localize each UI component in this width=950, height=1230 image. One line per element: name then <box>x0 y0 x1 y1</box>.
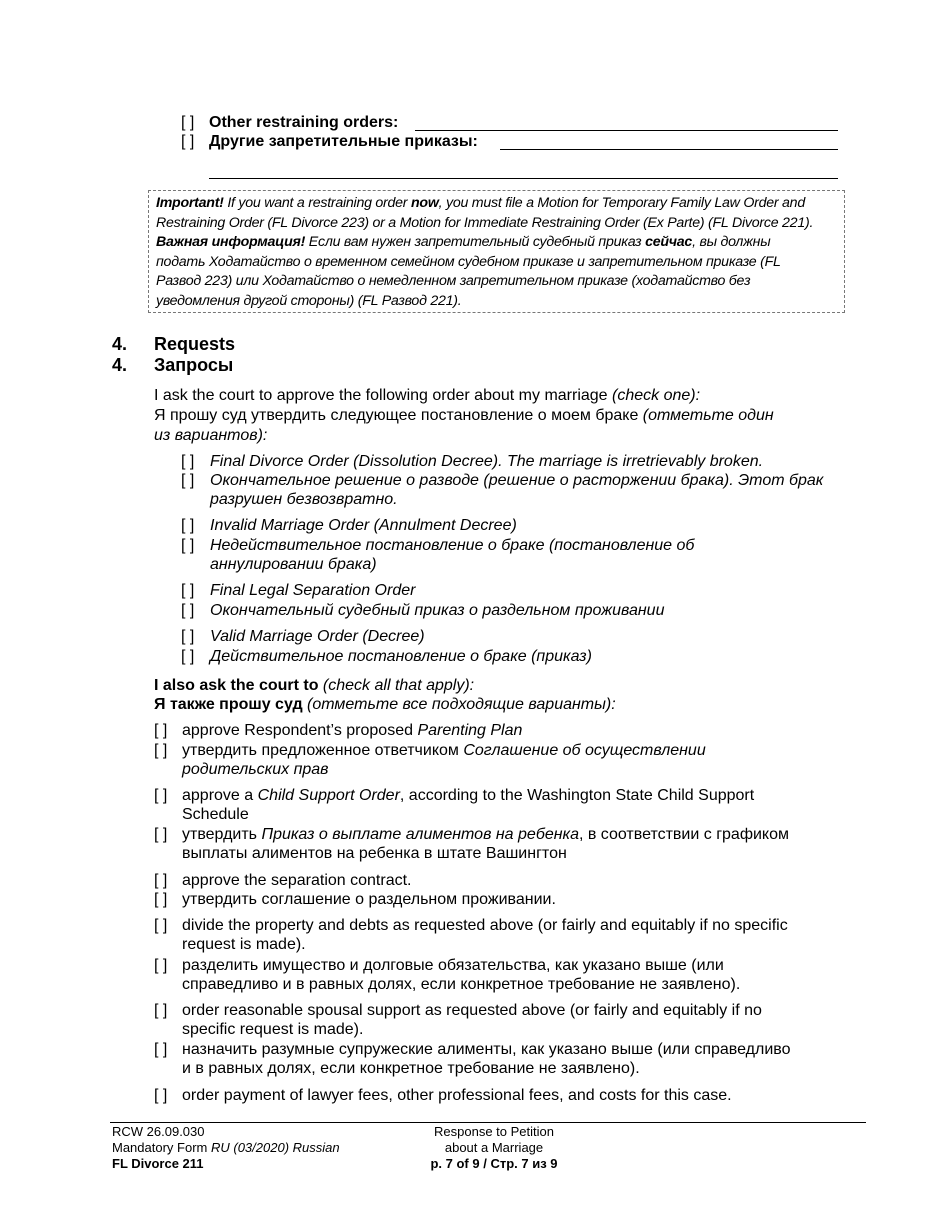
intro-text: I ask the court to approve the following order about my marriage (check one): <box>154 387 701 404</box>
request-divide-property-ru: разделить имущество и долговые обязательства, как указано выше (или <box>182 957 724 974</box>
footer-title-line1: Response to Petition <box>434 1124 554 1139</box>
request-separation-contract-ru: утвердить соглашение о раздельном проживании. <box>182 891 556 908</box>
request-divide-property-cont: request is made). <box>182 936 306 953</box>
notice-text: подать Ходатайство о временном семейном судебном приказе и запретительном приказе (FL <box>156 253 781 270</box>
checkbox-child-support[interactable]: [ ] <box>154 787 168 804</box>
option-invalid-marriage-ru: Недействительное постановление о браке (постановление об <box>210 537 695 554</box>
notice-now-ru: сейчас <box>645 234 693 251</box>
request-parenting-plan-ru: утвердить предложенное ответчиком Соглашение об осуществлении <box>182 742 706 759</box>
request-parenting-plan-ru-cont: родительских прав <box>182 761 329 778</box>
request-divide-property: divide the property and debts as requested above (or fairly and equitably if no specific <box>182 917 788 934</box>
checkbox-divide-property-ru[interactable]: [ ] <box>154 957 168 974</box>
checkbox-other-restraining[interactable]: [ ] <box>181 114 195 131</box>
option-final-divorce-ru: Окончательное решение о разводе (решение о расторжении брака). Этот брак <box>210 472 824 489</box>
checkbox-invalid-marriage[interactable]: [ ] <box>181 517 195 534</box>
checkbox-lawyer-fees[interactable]: [ ] <box>154 1087 168 1104</box>
checkbox-valid-marriage[interactable]: [ ] <box>181 628 195 645</box>
footer-form-id: FL Divorce 211 <box>112 1156 204 1171</box>
section-number: 4. <box>112 334 128 354</box>
option-invalid-marriage: Invalid Marriage Order (Annulment Decree) <box>210 517 517 534</box>
notice-text: Развод 223) или Ходатайство о немедленном запретительном приказе (ходатайство без <box>156 273 751 290</box>
section-title-ru: Запросы <box>154 355 234 375</box>
checkbox-parenting-plan[interactable]: [ ] <box>154 722 168 739</box>
other-restraining-blank-ru[interactable] <box>500 149 838 150</box>
request-child-support-cont: Schedule <box>182 806 249 823</box>
checkbox-parenting-plan-ru[interactable]: [ ] <box>154 742 168 759</box>
checkbox-final-divorce-ru[interactable]: [ ] <box>181 472 195 489</box>
option-invalid-marriage-ru-cont: аннулировании брака) <box>210 556 377 573</box>
request-child-support-ru: утвердить Приказ о выплате алиментов на ребенка, в соответствии с графиком <box>182 826 789 843</box>
request-spousal-support-cont: specific request is made). <box>182 1021 364 1038</box>
checkbox-separation-contract-ru[interactable]: [ ] <box>154 891 168 908</box>
checkbox-spousal-support-ru[interactable]: [ ] <box>154 1041 168 1058</box>
request-separation-contract: approve the separation contract. <box>182 872 412 889</box>
also-ask-label: I also ask the court to (check all that apply): <box>154 677 475 694</box>
also-ask-label-ru: Я также прошу суд (отметьте все подходящие варианты): <box>154 696 616 713</box>
other-restraining-label: Other restraining orders: <box>209 114 399 131</box>
notice-text: , you must file a Motion for Temporary Family Law Order and <box>438 195 805 211</box>
notice-text: If you want a restraining order <box>223 195 411 211</box>
option-legal-separation: Final Legal Separation Order <box>210 582 416 599</box>
checkbox-legal-separation-ru[interactable]: [ ] <box>181 602 195 619</box>
footer-title-line2: about a Marriage <box>444 1140 544 1155</box>
footer-mandatory-form: Mandatory Form RU (03/2020) Russian <box>112 1140 340 1155</box>
footer-page-number: p. 7 of 9 / Стр. 7 из 9 <box>430 1156 558 1171</box>
notice-now: now <box>410 195 439 211</box>
notice-important-label-ru: Важная информация! <box>156 234 306 251</box>
intro-text-ru-cont: из вариантов): <box>154 427 268 444</box>
request-lawyer-fees: order payment of lawyer fees, other professional fees, and costs for this case. <box>182 1087 732 1104</box>
notice-text: , вы должны <box>692 234 771 251</box>
other-restraining-blank-extra[interactable] <box>209 178 838 179</box>
checkbox-other-restraining-ru[interactable]: [ ] <box>181 133 195 150</box>
notice-text: Restraining Order (FL Divorce 223) or a Motion for Immediate Restraining Order (Ex Parte) (FL Divorce 221). <box>156 214 814 231</box>
request-spousal-support-ru-cont: и в равных долях, если конкретное требование не заявлено). <box>182 1060 640 1077</box>
checkbox-valid-marriage-ru[interactable]: [ ] <box>181 648 195 665</box>
request-child-support: approve a Child Support Order, according to the Washington State Child Support <box>182 787 755 804</box>
option-legal-separation-ru: Окончательный судебный приказ о раздельном проживании <box>210 602 665 619</box>
footer-divider <box>110 1122 866 1123</box>
notice-text: Если вам нужен запретительный судебный приказ <box>305 234 646 251</box>
important-notice <box>148 190 845 313</box>
request-spousal-support-ru: назначить разумные супружеские алименты, как указано выше (или справедливо <box>182 1041 791 1058</box>
request-spousal-support: order reasonable spousal support as requested above (or fairly and equitably if no <box>182 1002 762 1019</box>
checkbox-spousal-support[interactable]: [ ] <box>154 1002 168 1019</box>
option-final-divorce: Final Divorce Order (Dissolution Decree). The marriage is irretrievably broken. <box>210 453 764 470</box>
footer-rcw: RCW 26.09.030 <box>112 1124 205 1139</box>
section-title: Requests <box>154 334 236 354</box>
checkbox-final-divorce[interactable]: [ ] <box>181 453 195 470</box>
checkbox-divide-property[interactable]: [ ] <box>154 917 168 934</box>
intro-text-ru: Я прошу суд утвердить следующее постановление о моем браке (отметьте один <box>154 407 774 424</box>
checkbox-child-support-ru[interactable]: [ ] <box>154 826 168 843</box>
request-parenting-plan: approve Respondent’s proposed Parenting Plan <box>182 722 523 739</box>
request-child-support-ru-cont: выплаты алиментов на ребенка в штате Вашингтон <box>182 845 567 862</box>
option-final-divorce-ru-cont: разрушен безвозвратно. <box>210 491 398 508</box>
notice-text: уведомления другой стороны) (FL Развод 221). <box>156 292 462 309</box>
other-restraining-blank[interactable] <box>415 130 838 131</box>
notice-important-label: Important! <box>156 195 224 211</box>
checkbox-legal-separation[interactable]: [ ] <box>181 582 195 599</box>
checkbox-separation-contract[interactable]: [ ] <box>154 872 168 889</box>
checkbox-invalid-marriage-ru[interactable]: [ ] <box>181 537 195 554</box>
section-number-ru: 4. <box>112 355 128 375</box>
option-valid-marriage: Valid Marriage Order (Decree) <box>210 628 425 645</box>
option-valid-marriage-ru: Действительное постановление о браке (приказ) <box>210 648 592 665</box>
request-divide-property-ru-cont: справедливо и в равных долях, если конкретное требование не заявлено). <box>182 976 741 993</box>
other-restraining-label-ru: Другие запретительные приказы: <box>209 133 478 150</box>
